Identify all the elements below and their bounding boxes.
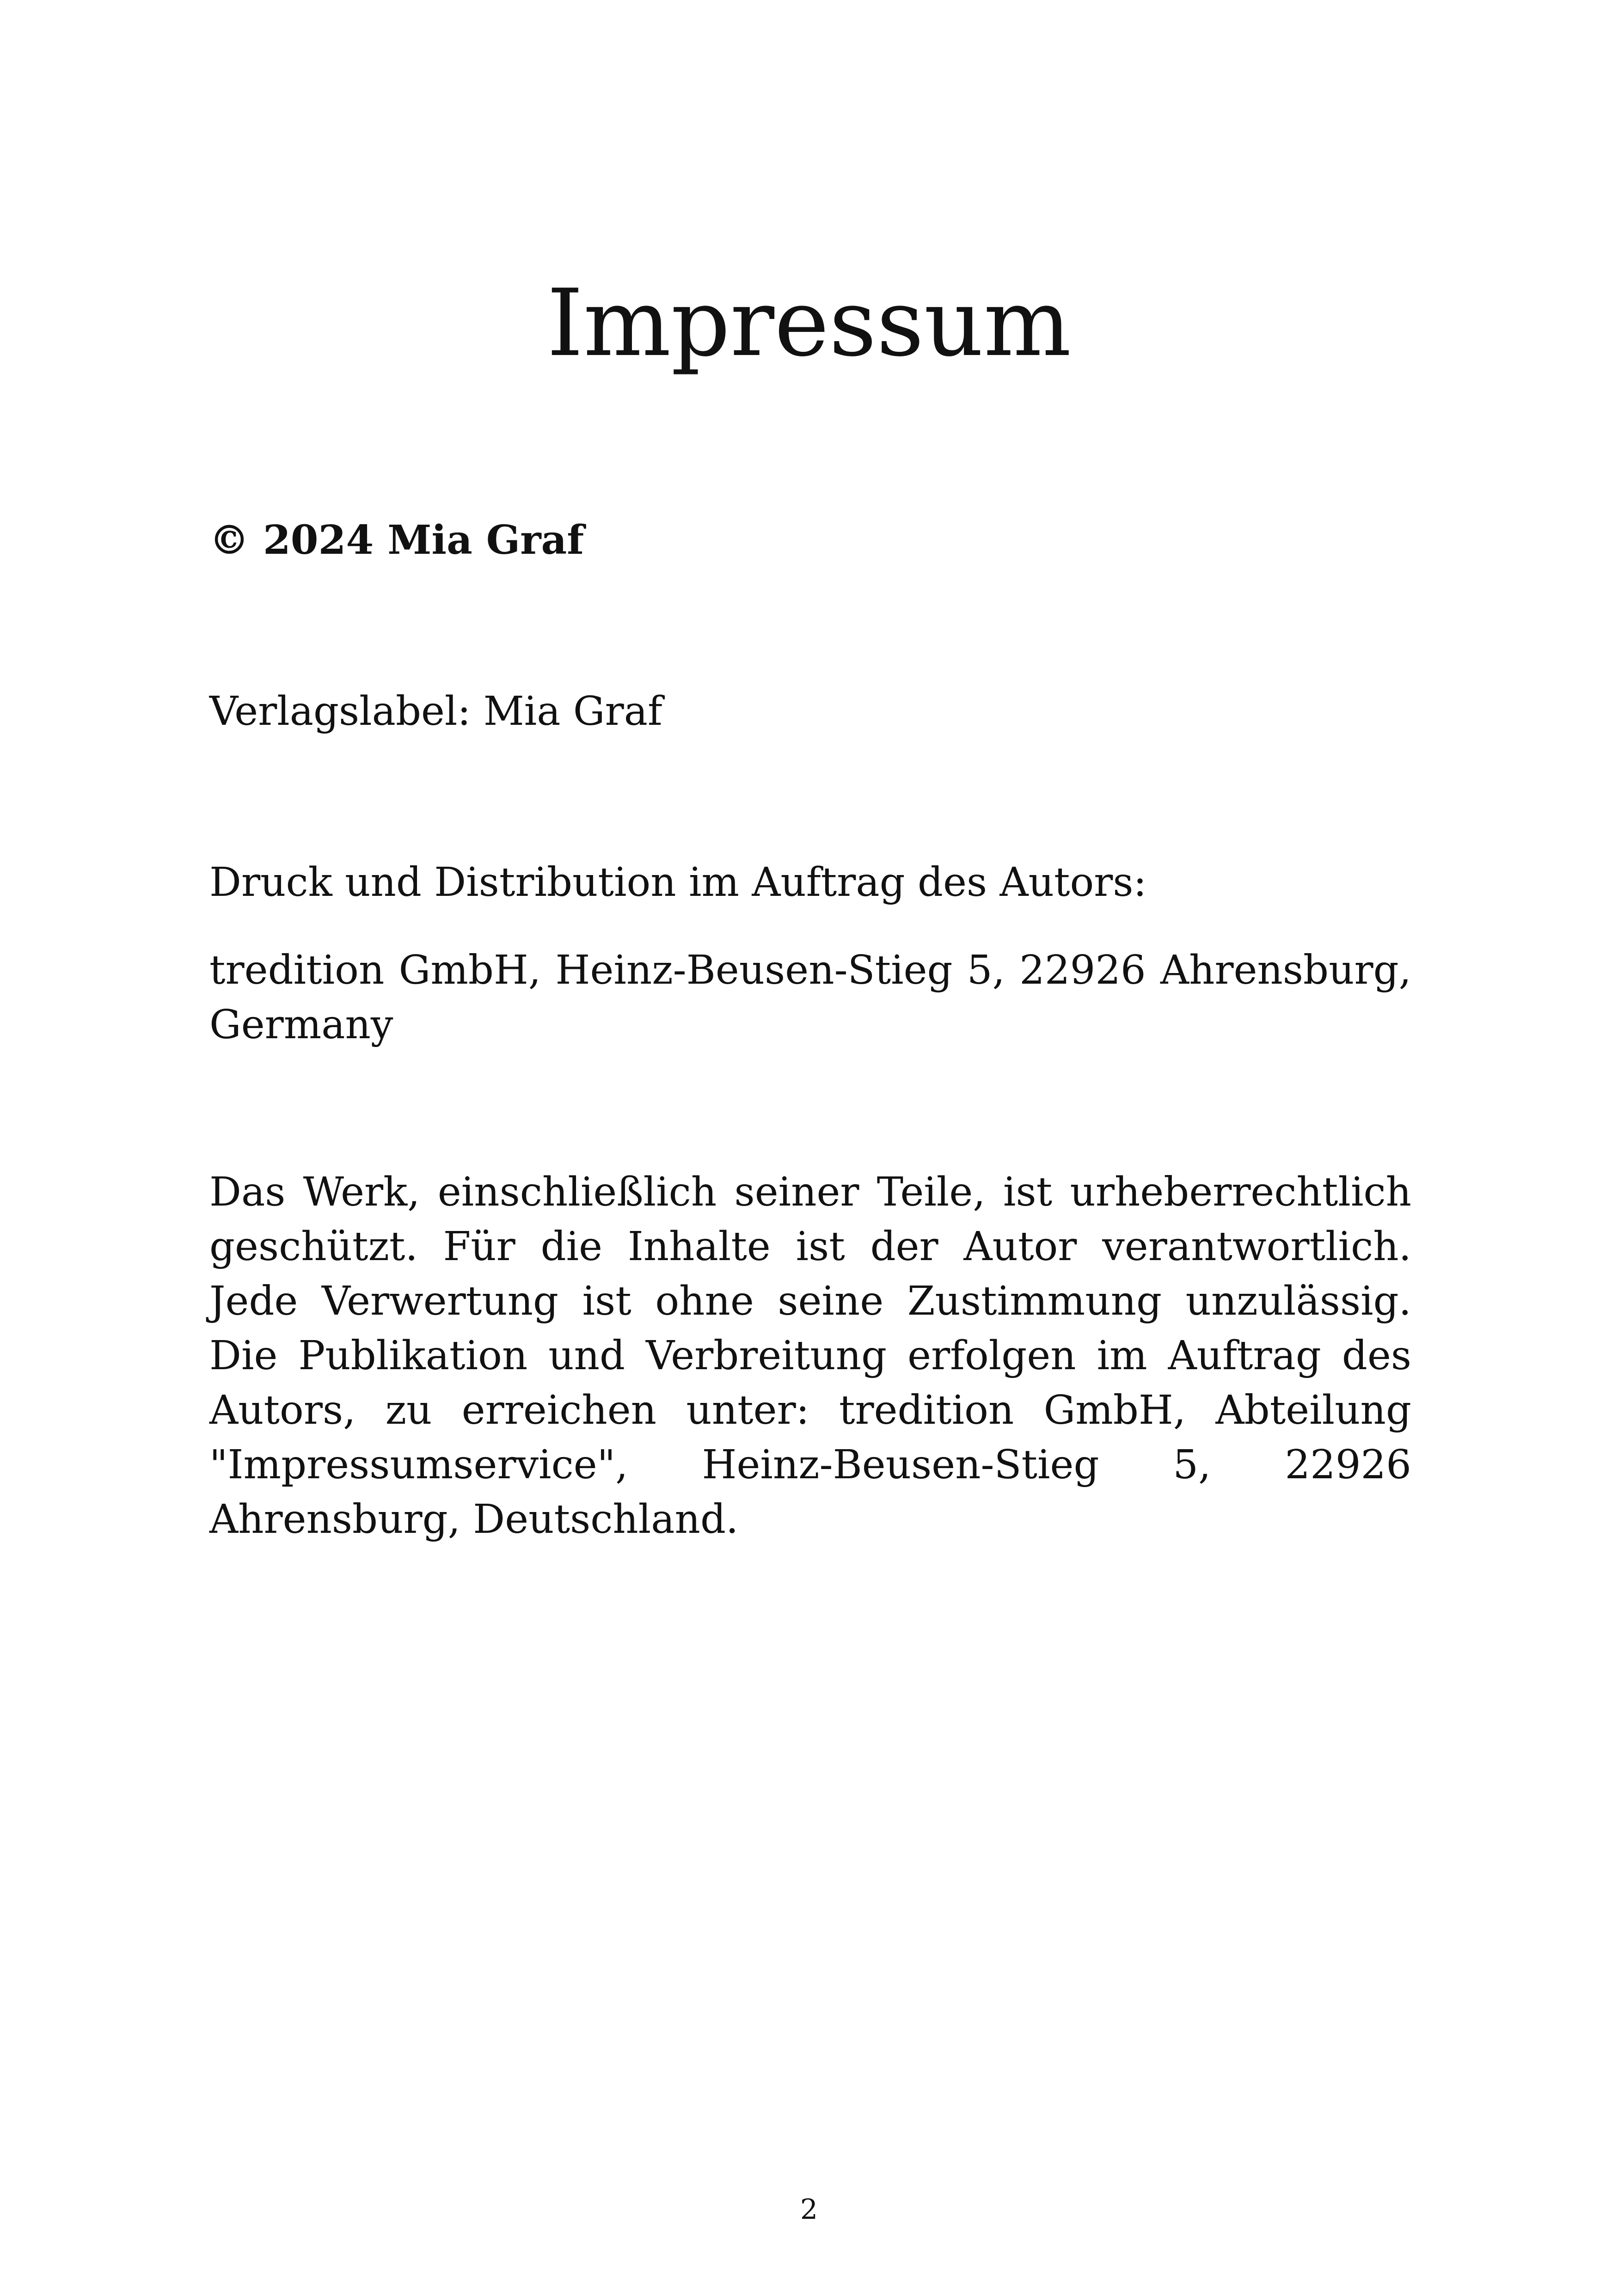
print-distribution-heading: Druck und Distribution im Auftrag des Autors:: [209, 859, 1147, 906]
legal-notice: Das Werk, einschließlich seiner Teile, ist urheberrechtlich geschützt. Für die Inhalte ist der Autor verantwortlich. Jede Verwertung ist ohne seine Zustimmung unzulässig. Die Publikation und Verbreitung erfolgen im Auftrag des Autors, zu erreichen unter: tredition GmbH, Abteilung "Impressumservice", Heinz-Beusen-Stieg 5, 22926 Ahrensburg, Deutschland.: [209, 1169, 1411, 1543]
page-number: 2: [800, 2193, 818, 2226]
copyright-line: © 2024 Mia Graf: [209, 517, 584, 563]
page-title: Impressum: [546, 269, 1072, 377]
publisher-label: Verlagslabel: Mia Graf: [209, 688, 662, 735]
print-distribution-address: tredition GmbH, Heinz-Beusen-Stieg 5, 22926 Ahrensburg, Germany: [209, 947, 1411, 1048]
